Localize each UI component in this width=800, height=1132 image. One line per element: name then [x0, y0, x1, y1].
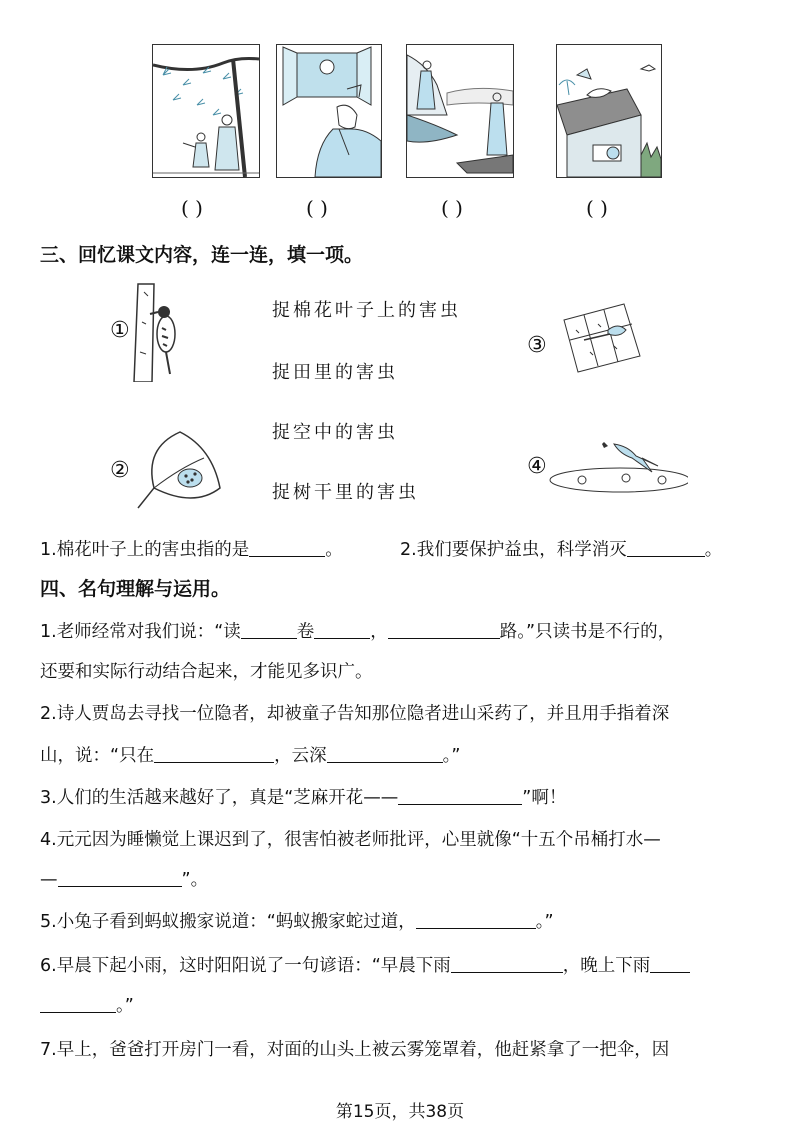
section3-q1-prefix: 1.棉花叶子上的害虫指的是 [40, 540, 250, 560]
picture-pine-tree-old-man-child [152, 44, 260, 178]
q2-text-a: 山，说：“只在 [40, 746, 155, 766]
picture-frog-field [554, 300, 644, 378]
picture-ladybug-leaf [134, 428, 224, 516]
picture-woodpecker-tree [130, 282, 188, 386]
section4-q1-line2: 还要和实际行动结合起来，才能见多识广。 [40, 662, 373, 682]
item-number-2: ② [110, 458, 130, 483]
blank-q6-2[interactable] [650, 955, 690, 973]
section4-q2-line1: 2.诗人贾岛去寻找一位隐者，却被童子告知那位隐者进山采药了，并且用手指着深 [40, 704, 670, 724]
section3-heading: 三、回忆课文内容，连一连，填一项。 [40, 244, 364, 266]
match-item-field[interactable]: 捉田里的害虫 [272, 362, 398, 383]
q6-text-b: ，晚上下雨 [562, 956, 651, 976]
q5-text-a: 5.小兔子看到蚂蚁搬家说道：“蚂蚁搬家蛇过道， [40, 912, 416, 932]
answer-paren-1[interactable]: ( ) [181, 196, 203, 220]
q4-text-a: — [40, 870, 58, 890]
q6-text-a: 6.早晨下起小雨，这时阳阳说了一句谚语：“早晨下雨 [40, 956, 451, 976]
blank-q1-3[interactable] [388, 621, 500, 639]
blank-q2-2[interactable] [327, 745, 443, 763]
q2-text-c: 。” [442, 746, 461, 766]
section4-q7-line1: 7.早上，爸爸打开房门一看，对面的山头上被云雾笼罩着，他赶紧拿了一把伞，因 [40, 1040, 670, 1060]
answer-paren-4[interactable]: ( ) [586, 196, 608, 220]
blank-q1-1[interactable] [241, 621, 297, 639]
q6-text-c: 。” [116, 996, 134, 1016]
section4-q2-line2 [40, 742, 460, 767]
q2-text-b: ，云深 [274, 746, 327, 766]
section4-q3 [40, 784, 566, 809]
section4-q4-line2 [40, 866, 208, 891]
q1-text-c: ， [370, 622, 388, 642]
q3-text-a: 3.人们的生活越来越好了，真是“芝麻开花—— [40, 788, 399, 808]
q1-text-b: 卷 [296, 622, 315, 642]
item-number-3: ③ [527, 333, 547, 358]
blank-cotton-pest[interactable] [249, 539, 325, 557]
section3-q2-suffix: 。 [704, 540, 723, 560]
picture-window-moon-scholar [276, 44, 382, 178]
section4-q6-line1 [40, 952, 690, 977]
q1-text-a: 1.老师经常对我们说：“读 [40, 622, 241, 642]
q5-text-b: 。” [535, 912, 554, 932]
section3-q2-prefix: 2.我们要保护益虫，科学消灭 [400, 540, 627, 560]
picture-river-boat-figures [406, 44, 514, 178]
answer-paren-3[interactable]: ( ) [441, 196, 463, 220]
q1-text-d: 路。”只读书是不行的， [499, 622, 676, 642]
blank-q3[interactable] [398, 787, 522, 805]
blank-q5[interactable] [416, 911, 536, 929]
section4-heading: 四、名句理解与运用。 [40, 578, 231, 600]
item-number-4: ④ [527, 454, 547, 479]
item-number-1: ① [110, 318, 130, 343]
section4-q5 [40, 908, 554, 933]
blank-q6-1[interactable] [451, 955, 563, 973]
match-item-cotton-leaf[interactable]: 捉棉花叶子上的害虫 [272, 300, 461, 321]
blank-q6-2-cont[interactable] [40, 995, 116, 1013]
picture-swallow-pond [548, 436, 688, 504]
section4-q6-line2 [40, 992, 134, 1017]
answer-paren-2[interactable]: ( ) [306, 196, 328, 220]
q3-text-b: ”啊！ [522, 788, 567, 808]
section4-q1-line1 [40, 618, 675, 643]
q4-text-b: ”。 [181, 870, 209, 890]
blank-q4[interactable] [58, 869, 182, 887]
section4-q4-line1: 4.元元因为睡懒觉上课迟到了，很害怕被老师批评，心里就像“十五个吊桶打水— [40, 830, 661, 850]
picture-birds-house-eaves [556, 44, 662, 178]
page-footer: 第15页，共38页 [335, 1102, 465, 1122]
match-item-tree-trunk[interactable]: 捉树干里的害虫 [272, 482, 419, 503]
match-item-air[interactable]: 捉空中的害虫 [272, 422, 398, 443]
section3-q1-suffix: 。 [325, 540, 343, 560]
blank-eliminate-what[interactable] [627, 539, 705, 557]
blank-q1-2[interactable] [314, 621, 370, 639]
section3-q1 [40, 536, 343, 561]
blank-q2-1[interactable] [154, 745, 274, 763]
section3-q2 [400, 536, 722, 561]
